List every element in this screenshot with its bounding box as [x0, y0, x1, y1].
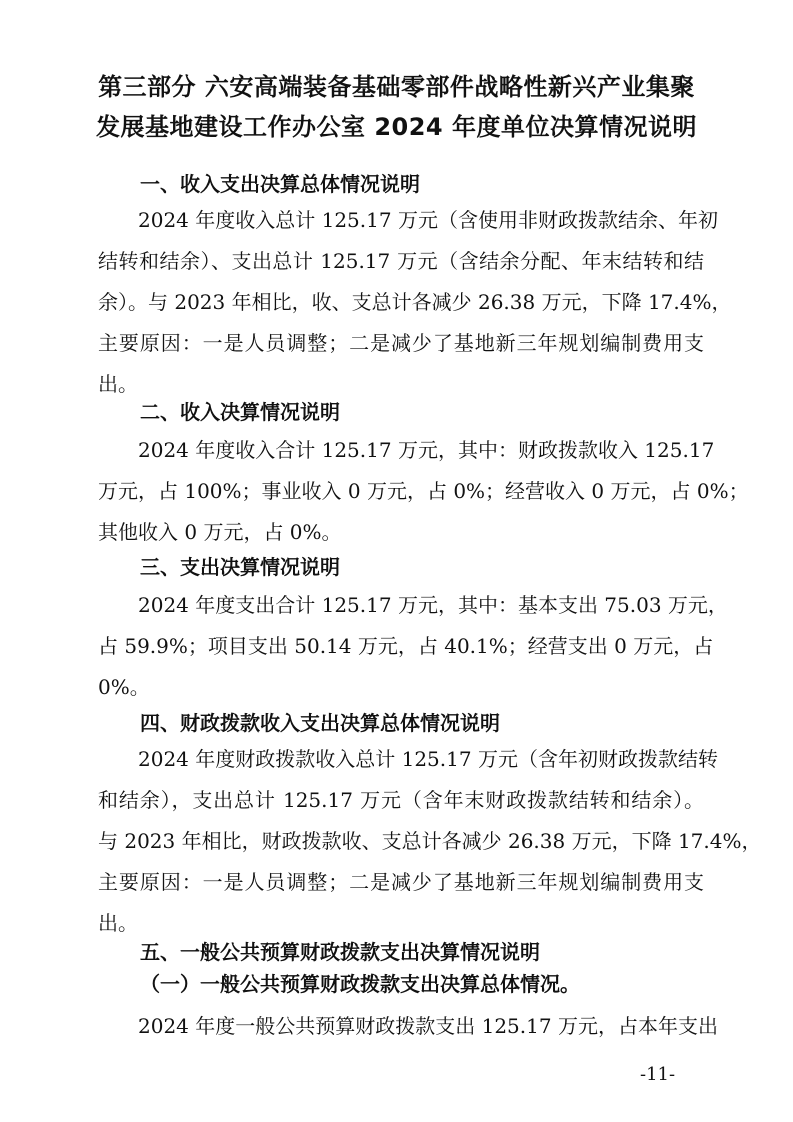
paragraph-line: 主要原因：一是人员调整；二是减少了基地新三年规划编制费用支: [98, 870, 704, 894]
section-3-paragraph: [98, 585, 728, 708]
section-5-heading: 五、一般公共预算财政拨款支出决算情况说明: [140, 940, 540, 964]
document-title-line-1: 第三部分 六安高端装备基础零部件战略性新兴产业集聚: [98, 73, 695, 101]
paragraph-line: 结转和结余）、支出总计 125.17 万元（含结余分配、年末结转和结: [98, 249, 704, 273]
paragraph-line: 出。: [98, 911, 138, 935]
section-4-paragraph: [98, 739, 762, 944]
section-1-paragraph: [98, 200, 732, 405]
paragraph-line: 占 59.9%；项目支出 50.14 万元，占 40.1%；经营支出 0 万元，占: [98, 634, 714, 658]
paragraph-line: 2024 年度一般公共预算财政拨款支出 125.17 万元，占本年支出: [138, 1014, 718, 1038]
paragraph-line: 主要原因：一是人员调整；二是减少了基地新三年规划编制费用支: [98, 331, 704, 355]
page-number: -11-: [640, 1064, 676, 1085]
document-title-line-2: 发展基地建设工作办公室 2024 年度单位决算情况说明: [95, 113, 697, 141]
paragraph-line: 2024 年度收入总计 125.17 万元（含使用非财政拨款结余、年初: [138, 208, 718, 232]
paragraph-line: 2024 年度收入合计 125.17 万元，其中：财政拨款收入 125.17: [138, 438, 715, 462]
paragraph-line: 0%。: [98, 675, 150, 699]
paragraph-line: 万元，占 100%；事业收入 0 万元，占 0%；经营收入 0 万元，占 0%；: [98, 479, 749, 503]
paragraph-line: 与 2023 年相比，财政拨款收、支总计各减少 26.38 万元，下降 17.4%，: [98, 829, 762, 853]
paragraph-line: 余）。与 2023 年相比，收、支总计各减少 26.38 万元，下降 17.4%，: [98, 290, 732, 314]
paragraph-line: 2024 年度财政拨款收入总计 125.17 万元（含年初财政拨款结转: [138, 747, 718, 771]
section-3-heading: 三、支出决算情况说明: [140, 555, 340, 579]
section-5-subheading: （一）一般公共预算财政拨款支出决算总体情况。: [140, 972, 580, 996]
paragraph-line: 2024 年度支出合计 125.17 万元，其中：基本支出 75.03 万元，: [138, 593, 728, 617]
section-2-paragraph: [98, 430, 749, 553]
section-2-heading: 二、收入决算情况说明: [140, 400, 340, 424]
section-1-heading: 一、收入支出决算总体情况说明: [140, 172, 420, 196]
paragraph-line: 和结余），支出总计 125.17 万元（含年末财政拨款结转和结余）。: [98, 788, 704, 812]
section-4-heading: 四、财政拨款收入支出决算总体情况说明: [140, 711, 500, 735]
paragraph-line: 出。: [98, 372, 138, 396]
section-5-paragraph: [98, 1006, 718, 1047]
paragraph-line: 其他收入 0 万元，占 0%。: [98, 520, 342, 544]
